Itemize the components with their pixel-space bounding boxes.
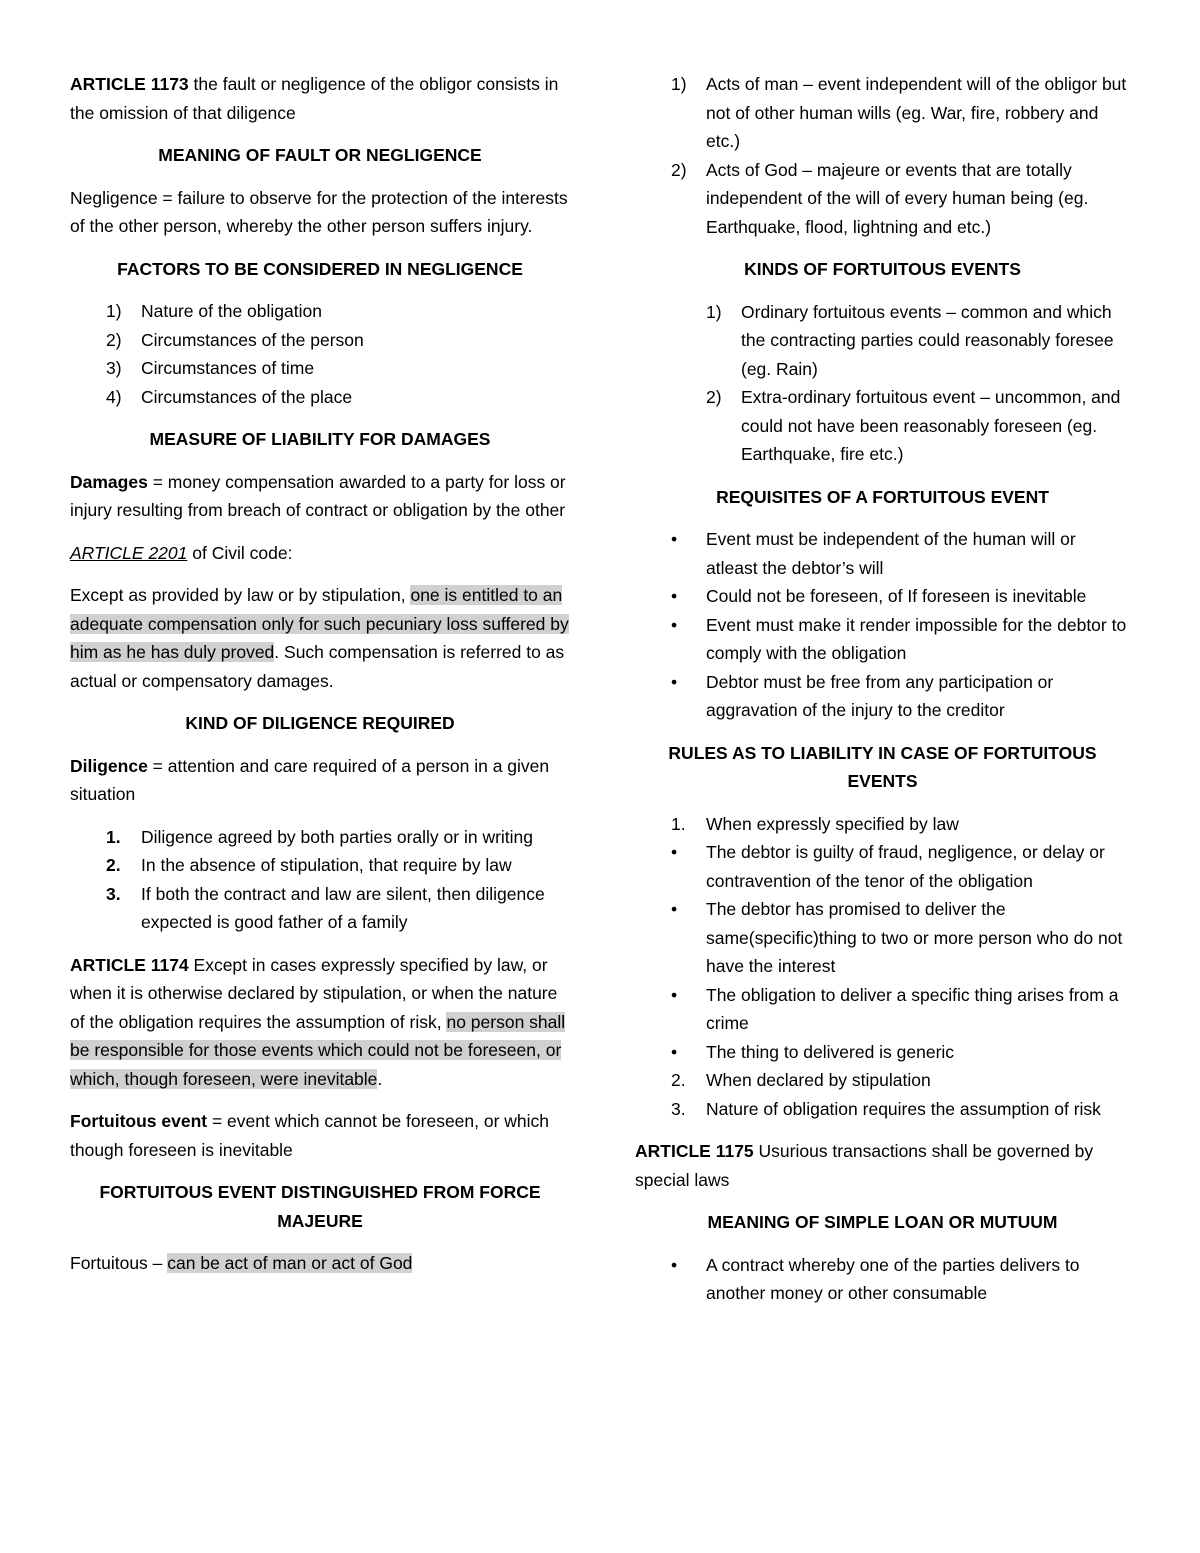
article-1174-label: ARTICLE 1174 xyxy=(70,954,189,975)
list-marker: 1. xyxy=(671,813,686,834)
list-item-text: The thing to delivered is generic xyxy=(706,1041,955,1062)
list-item xyxy=(635,668,1130,725)
damages-definition xyxy=(70,468,570,525)
list-item-text: Circumstances of time xyxy=(141,358,315,378)
list-item xyxy=(635,611,1130,668)
list-marker: 2. xyxy=(106,855,121,875)
article-2201-text: of Civil code: xyxy=(187,542,293,563)
list-item-text: Could not be foreseen, of If foreseen is inevitable xyxy=(706,586,1087,606)
heading-simple-loan: MEANING OF SIMPLE LOAN OR MUTUUM xyxy=(707,1212,1058,1232)
list-item-text: In the absence of stipulation, that require by law xyxy=(141,855,512,875)
list-item xyxy=(635,895,1130,981)
damages-text: = money compensation awarded to a party for loss or injury resulting from breach of contract or obligation by the other xyxy=(70,471,566,520)
list-marker: 3. xyxy=(106,883,121,904)
list-item xyxy=(70,823,570,852)
heading-meaning-of-fault: MEANING OF FAULT OR NEGLIGENCE xyxy=(158,145,482,165)
list-marker: 2) xyxy=(706,387,722,407)
list-item-text: If both the contract and law are silent, then diligence expected is good father of a family xyxy=(141,883,545,932)
list-marker: 2) xyxy=(106,329,122,350)
list-item xyxy=(70,880,570,937)
list-item xyxy=(70,326,570,355)
fortuitous-line xyxy=(70,1249,570,1278)
article-2201-body xyxy=(70,581,570,695)
heading-kind-of-diligence: KIND OF DILIGENCE REQUIRED xyxy=(185,713,455,733)
fortuitous-event-definition xyxy=(70,1107,570,1164)
bullet-icon: • xyxy=(671,529,678,549)
list-item xyxy=(635,525,1130,582)
article-1175-label: ARTICLE 1175 xyxy=(635,1141,754,1161)
article-1173-text: the fault or negligence of the obligor consists in the omission of that diligence xyxy=(70,74,559,123)
list-item xyxy=(635,70,1130,156)
left-column xyxy=(70,70,570,1292)
rules-list xyxy=(635,810,1130,1124)
list-item xyxy=(635,1038,1130,1067)
list-item-text: Nature of obligation requires the assumption of risk xyxy=(706,1098,1101,1119)
list-item-text: Event must be independent of the human will or atleast the debtor’s will xyxy=(706,529,1076,578)
heading-kinds-of-fortuitous-events: KINDS OF FORTUITOUS EVENTS xyxy=(744,259,1021,279)
bullet-icon: • xyxy=(671,614,678,635)
article-1173-paragraph xyxy=(70,70,570,127)
list-item-text: When expressly specified by law xyxy=(706,813,959,834)
heading-fortuitous-vs-force-majeure: FORTUITOUS EVENT DISTINGUISHED FROM FORCE MAJEURE xyxy=(99,1182,541,1231)
list-item-text: A contract whereby one of the parties delivers to another money or other consumable xyxy=(706,1254,1080,1303)
diligence-text: = attention and care required of a person in a given situation xyxy=(70,755,550,804)
list-item xyxy=(670,383,1130,469)
negligence-definition: Negligence = failure to observe for the protection of the interests of the other person, whereby the other person suffers injury. xyxy=(70,187,568,236)
list-item-text: Acts of man – event independent will of the obligor but not of other human wills (eg. War, fire, robbery and etc.) xyxy=(706,74,1127,151)
diligence-definition xyxy=(70,752,570,809)
list-item xyxy=(70,383,570,412)
list-item-text: Nature of the obligation xyxy=(141,301,322,321)
heading-factors: FACTORS TO BE CONSIDERED IN NEGLIGENCE xyxy=(117,258,523,279)
list-marker: 3. xyxy=(671,1098,686,1119)
list-item-text: Acts of God – majeure or events that are totally independent of the will of every human being (eg. Earthquake, flood, lightning and etc.) xyxy=(706,159,1089,237)
list-item-text: Circumstances of the place xyxy=(141,386,353,407)
list-marker: 4) xyxy=(106,386,122,407)
article-2201-body-post: . Such compensation is referred to as actual or compensatory damages. xyxy=(70,642,565,691)
highlighted-text: no person shall be responsible for those events which could not be foreseen, or which, though foreseen, were inevitable xyxy=(70,1011,566,1089)
bullet-icon: • xyxy=(671,1254,678,1275)
list-item xyxy=(635,838,1130,895)
list-item xyxy=(70,354,570,383)
list-item-text: The obligation to deliver a specific thing arises from a crime xyxy=(706,984,1119,1033)
article-2201-label: ARTICLE 2201 xyxy=(70,542,188,563)
right-column xyxy=(635,70,1130,1322)
list-item xyxy=(635,1251,1130,1308)
list-item-text: When declared by stipulation xyxy=(706,1070,931,1090)
heading-measure-of-liability: MEASURE OF LIABILITY FOR DAMAGES xyxy=(149,429,491,449)
list-marker: 1. xyxy=(106,826,121,847)
article-2201-body-pre: Except as provided by law or by stipulation, xyxy=(70,585,411,605)
damages-label: Damages xyxy=(70,471,148,492)
list-marker: 2. xyxy=(671,1070,686,1090)
article-1174-paragraph xyxy=(70,951,570,1094)
list-item xyxy=(70,297,570,326)
list-item-text: Debtor must be free from any participation or aggravation of the injury to the creditor xyxy=(706,671,1054,720)
list-item-text: Circumstances of the person xyxy=(141,329,364,350)
list-marker: 2) xyxy=(671,159,687,180)
list-marker: 1) xyxy=(106,301,122,321)
list-item-text: Extra-ordinary fortuitous event – uncommon, and could not have been reasonably foreseen (eg. Earthquake, fire etc.) xyxy=(741,387,1121,464)
list-item xyxy=(635,1095,1130,1124)
list-item xyxy=(635,810,1130,839)
loan-list xyxy=(635,1251,1130,1308)
list-item xyxy=(635,156,1130,242)
list-item xyxy=(70,851,570,880)
fortuitous-line-pre: Fortuitous – xyxy=(70,1253,168,1273)
article-1174-post: . xyxy=(377,1068,383,1089)
list-item xyxy=(635,1066,1130,1095)
fortuitous-event-label: Fortuitous event xyxy=(70,1111,208,1131)
list-marker: 3) xyxy=(106,358,122,378)
article-1175-text: Usurious transactions shall be governed by special laws xyxy=(635,1141,1094,1190)
highlighted-text: one is entitled to an adequate compensation only for such pecuniary loss suffered by him as he has duly proved xyxy=(70,585,569,662)
heading-requisites: REQUISITES OF A FORTUITOUS EVENT xyxy=(716,486,1049,507)
list-marker: • xyxy=(671,984,678,1005)
article-1173-label: ARTICLE 1173 xyxy=(70,74,189,94)
list-item xyxy=(670,298,1130,384)
diligence-label: Diligence xyxy=(70,755,148,776)
bullet-icon: • xyxy=(671,586,678,606)
list-item xyxy=(635,981,1130,1038)
list-item-text: The debtor is guilty of fraud, negligence, or delay or contravention of the tenor of the obligation xyxy=(706,842,1105,891)
list-item-text: Diligence agreed by both parties orally or in writing xyxy=(141,826,534,847)
fortuitous-event-text: = event which cannot be foreseen, or which though foreseen is inevitable xyxy=(70,1111,550,1160)
acts-list xyxy=(635,70,1130,241)
article-1174-pre: Except in cases expressly specified by law, or when it is otherwise declared by stipulation, or when the nature of the obligation requires the assumption of risk, xyxy=(70,954,558,1032)
article-2201-reference xyxy=(70,539,570,568)
list-item-text: The debtor has promised to deliver the same(specific)thing to two or more person who do not have the interest xyxy=(706,899,1123,976)
requisites-list xyxy=(635,525,1130,725)
list-item xyxy=(635,582,1130,611)
heading-rules-liability: RULES AS TO LIABILITY IN CASE OF FORTUITOUS EVENTS xyxy=(668,742,1097,791)
list-item-text: Event must make it render impossible for the debtor to comply with the obligation xyxy=(706,614,1127,663)
highlighted-text: can be act of man or act of God xyxy=(167,1253,413,1273)
factors-list xyxy=(70,297,570,411)
list-item-text: Ordinary fortuitous events – common and which the contracting parties could reasonably foresee (eg. Rain) xyxy=(741,301,1114,379)
list-marker: 1) xyxy=(671,74,687,94)
kinds-list xyxy=(635,298,1130,469)
list-marker: • xyxy=(671,1041,678,1062)
bullet-icon: • xyxy=(671,671,678,692)
article-1175-paragraph xyxy=(635,1137,1130,1194)
diligence-kinds-list xyxy=(70,823,570,937)
list-marker: • xyxy=(671,899,678,919)
list-marker: 1) xyxy=(706,301,722,322)
list-marker: • xyxy=(671,842,678,862)
